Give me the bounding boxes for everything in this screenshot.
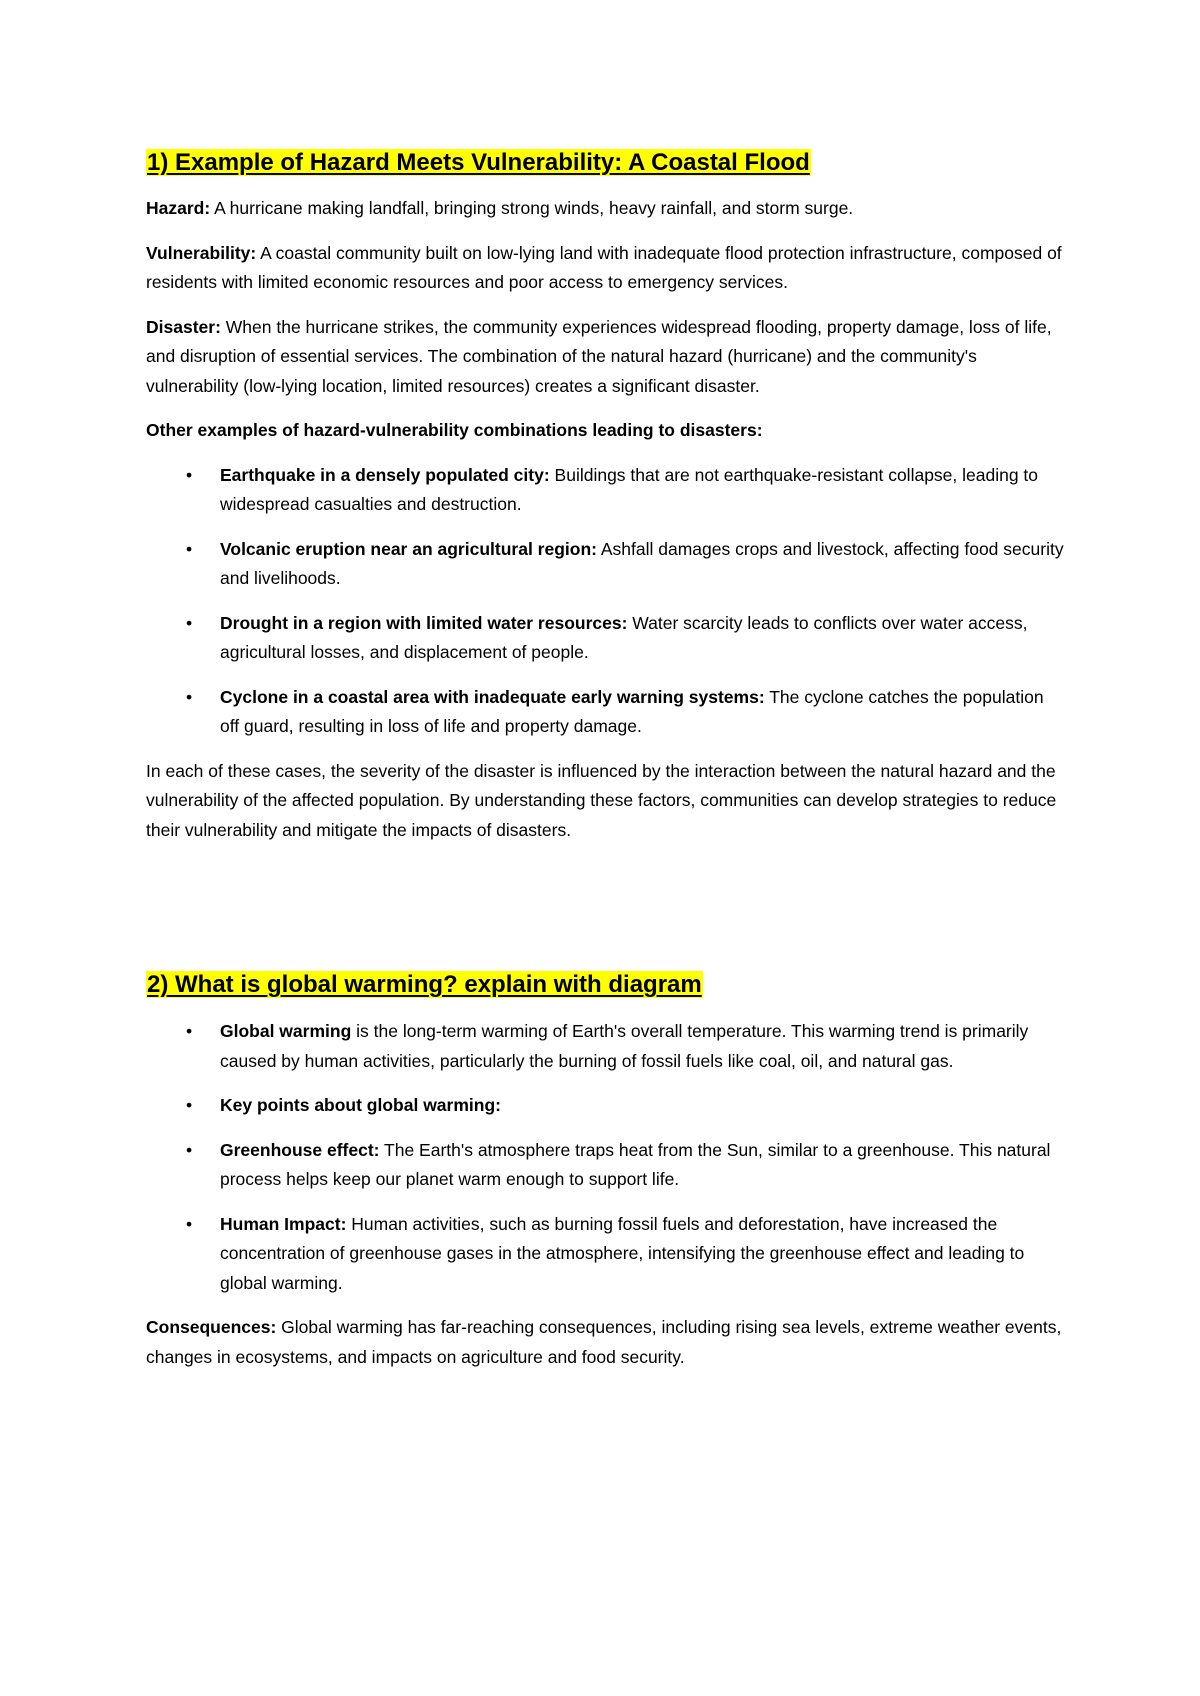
bullet-text: The Earth's atmosphere traps heat from the Sun, similar to a greenhouse. This natural process helps keep our planet warm enough to support life.: [220, 1139, 1051, 1189]
bullet-text: is the long-term warming of Earth's overall temperature. This warming trend is primarily caused by human activities, particularly the burning of fossil fuels like coal, oil, and natural gas.: [220, 1021, 1029, 1071]
example-text: Water scarcity leads to conflicts over water access, agricultural losses, and displacement of people.: [220, 612, 1028, 662]
other-examples-heading: [146, 416, 1066, 446]
disaster-label: Disaster:: [146, 316, 221, 337]
example-label: Volcanic eruption near an agricultural region:: [220, 538, 597, 559]
section1-heading: [146, 148, 1066, 178]
bullet-icon: •: [186, 538, 193, 559]
hazard-label: Hazard:: [146, 198, 211, 218]
example-label: Drought in a region with limited water resources:: [220, 612, 628, 633]
section2-heading: [146, 970, 1066, 1000]
document-content: [146, 148, 1066, 1387]
example-text: The cyclone catches the population off guard, resulting in loss of life and property damage.: [220, 686, 1044, 736]
examples-list: [146, 461, 1066, 742]
example-text: Ashfall damages crops and livestock, affecting food security and livelihoods.: [220, 538, 1064, 588]
example-label: Earthquake in a densely populated city:: [220, 464, 550, 485]
bullet-icon: •: [186, 612, 193, 633]
list-item: [146, 683, 1066, 742]
section-spacer: [146, 860, 1066, 970]
bullet-label: Human Impact:: [220, 1213, 347, 1234]
vulnerability-label: Vulnerability:: [146, 242, 257, 263]
section1-heading-text: 1) Example of Hazard Meets Vulnerability: A Coastal Flood: [147, 149, 810, 176]
other-examples-heading-text: Other examples of hazard-vulnerability combinations leading to disasters:: [146, 420, 763, 440]
bullet-text: Human activities, such as burning fossil fuels and deforestation, have increased the concentration of greenhouse gases in the atmosphere, intensifying the greenhouse effect and leading to global warming.: [220, 1213, 1025, 1293]
vulnerability-paragraph: [146, 239, 1066, 298]
disaster-paragraph: [146, 313, 1066, 402]
bullet-icon: •: [186, 686, 193, 707]
list-item: [146, 609, 1066, 668]
consequences-text: Global warming has far-reaching consequences, including rising sea levels, extreme weather events, changes in ecosystems, and impacts on agriculture and food security.: [146, 1317, 1062, 1367]
list-item: [146, 1091, 1066, 1121]
bullet-icon: •: [186, 1021, 193, 1041]
hazard-paragraph: [146, 194, 1066, 224]
conclusion-paragraph: In each of these cases, the severity of the disaster is influenced by the interaction between the natural hazard and the vulnerability of the affected population. By understanding these factors, communities can develop strategies to reduce their vulnerability and mitigate the impacts of disasters.: [146, 760, 1057, 840]
example-label: Cyclone in a coastal area with inadequate early warning systems:: [220, 686, 765, 707]
consequences-label: Consequences:: [146, 1317, 277, 1337]
consequences-paragraph: [146, 1313, 1066, 1372]
vulnerability-text: A coastal community built on low-lying land with inadequate flood protection infrastructure, composed of residents with limited economic resources and poor access to emergency services.: [146, 242, 1062, 292]
bullet-icon: •: [186, 1095, 193, 1115]
list-item: [146, 1136, 1066, 1195]
list-item: [146, 1210, 1066, 1299]
bullet-label: Key points about global warming:: [220, 1095, 501, 1115]
list-item: [146, 1017, 1066, 1076]
list-item: [146, 461, 1066, 520]
section2-heading-text: 2) What is global warming? explain with diagram: [147, 971, 702, 998]
hazard-text: A hurricane making landfall, bringing strong winds, heavy rainfall, and storm surge.: [210, 198, 854, 218]
disaster-text: When the hurricane strikes, the community experiences widespread flooding, property damage, loss of life, and disruption of essential services. The combination of the natural hazard (hurricane) and the community's vulnerability (low-lying location, limited resources) creates a significant disaster.: [146, 316, 1052, 396]
global-warming-list: [146, 1017, 1066, 1298]
bullet-icon: •: [186, 1139, 193, 1160]
bullet-icon: •: [186, 1213, 193, 1234]
example-text: Buildings that are not earthquake-resistant collapse, leading to widespread casualties and destruction.: [220, 464, 1039, 514]
list-item: [146, 535, 1066, 594]
bullet-icon: •: [186, 464, 193, 485]
bullet-label: Greenhouse effect:: [220, 1139, 380, 1160]
bullet-label: Global warming: [220, 1021, 352, 1041]
